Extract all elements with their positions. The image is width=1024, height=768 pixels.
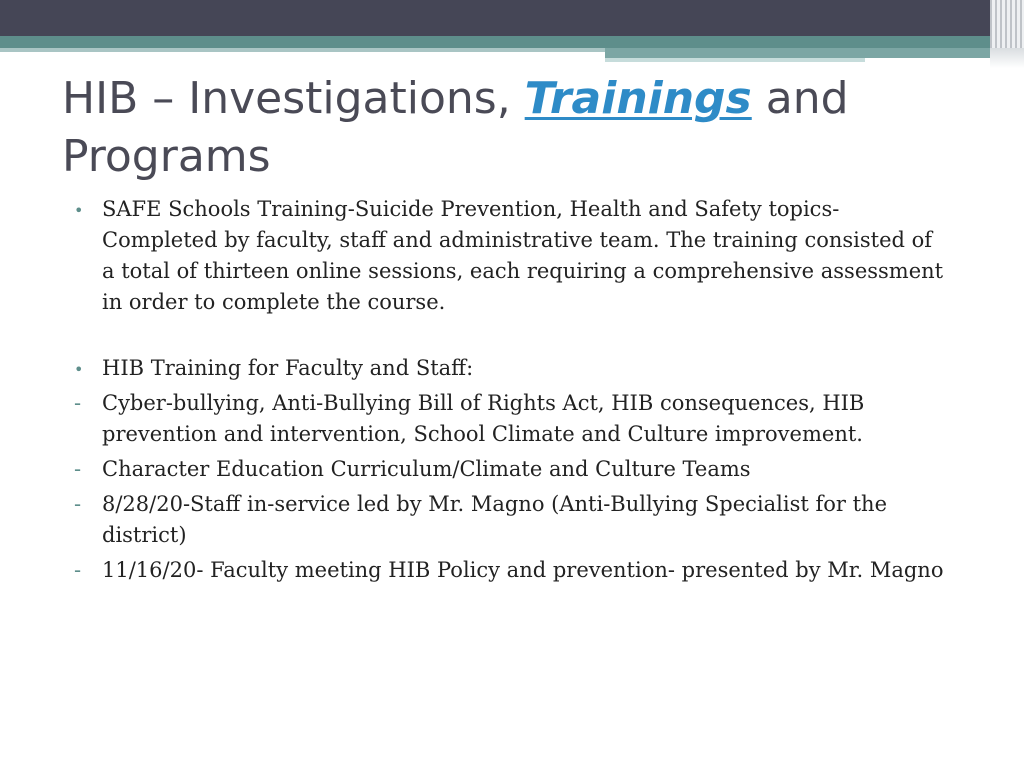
sub-item — [74, 388, 944, 450]
bullet-text: SAFE Schools Training-Suicide Prevention, Health and Safety topics- Completed by faculty, staff and administrative team. The training consisted of a total of thirteen online sessions, each requiring a comprehensive assessment in order to complete the course. — [102, 197, 944, 314]
sub-item — [74, 555, 944, 586]
bullet-text: HIB Training for Faculty and Staff: — [102, 356, 474, 380]
header-bar — [0, 0, 1024, 36]
sub-item-text: 11/16/20- Faculty meeting HIB Policy and prevention- presented by Mr. Magno — [102, 558, 944, 582]
header-accent-line-2 — [605, 58, 865, 62]
slide-body — [74, 194, 944, 586]
header-stripes-fade — [990, 48, 1024, 68]
bullet-item — [74, 194, 944, 318]
title-emphasis-link[interactable]: Trainings — [524, 73, 752, 124]
bullet-icon: • — [74, 201, 84, 220]
title-part-1: HIB – Investigations, — [62, 73, 525, 124]
dash-icon: - — [74, 457, 82, 481]
bullet-item — [74, 353, 944, 384]
sub-item — [74, 489, 944, 551]
bullet-icon: • — [74, 360, 84, 379]
sub-item-text: Character Education Curriculum/Climate and Culture Teams — [102, 457, 751, 481]
dash-icon: - — [74, 558, 82, 582]
slide-title — [62, 70, 962, 186]
sub-item — [74, 454, 944, 485]
header-accent-band — [0, 36, 1024, 48]
header-accent-line — [0, 48, 605, 52]
sub-item-text: 8/28/20-Staff in-service led by Mr. Magno (Anti-Bullying Specialist for the district) — [102, 492, 887, 547]
dash-icon: - — [74, 391, 82, 415]
title-part-2: and Programs — [62, 73, 849, 182]
sub-item-text: Cyber-bullying, Anti-Bullying Bill of Rights Act, HIB consequences, HIB prevention and intervention, School Climate and Culture improvement. — [102, 391, 865, 446]
header-accent-block — [605, 48, 1005, 58]
dash-icon: - — [74, 492, 82, 516]
